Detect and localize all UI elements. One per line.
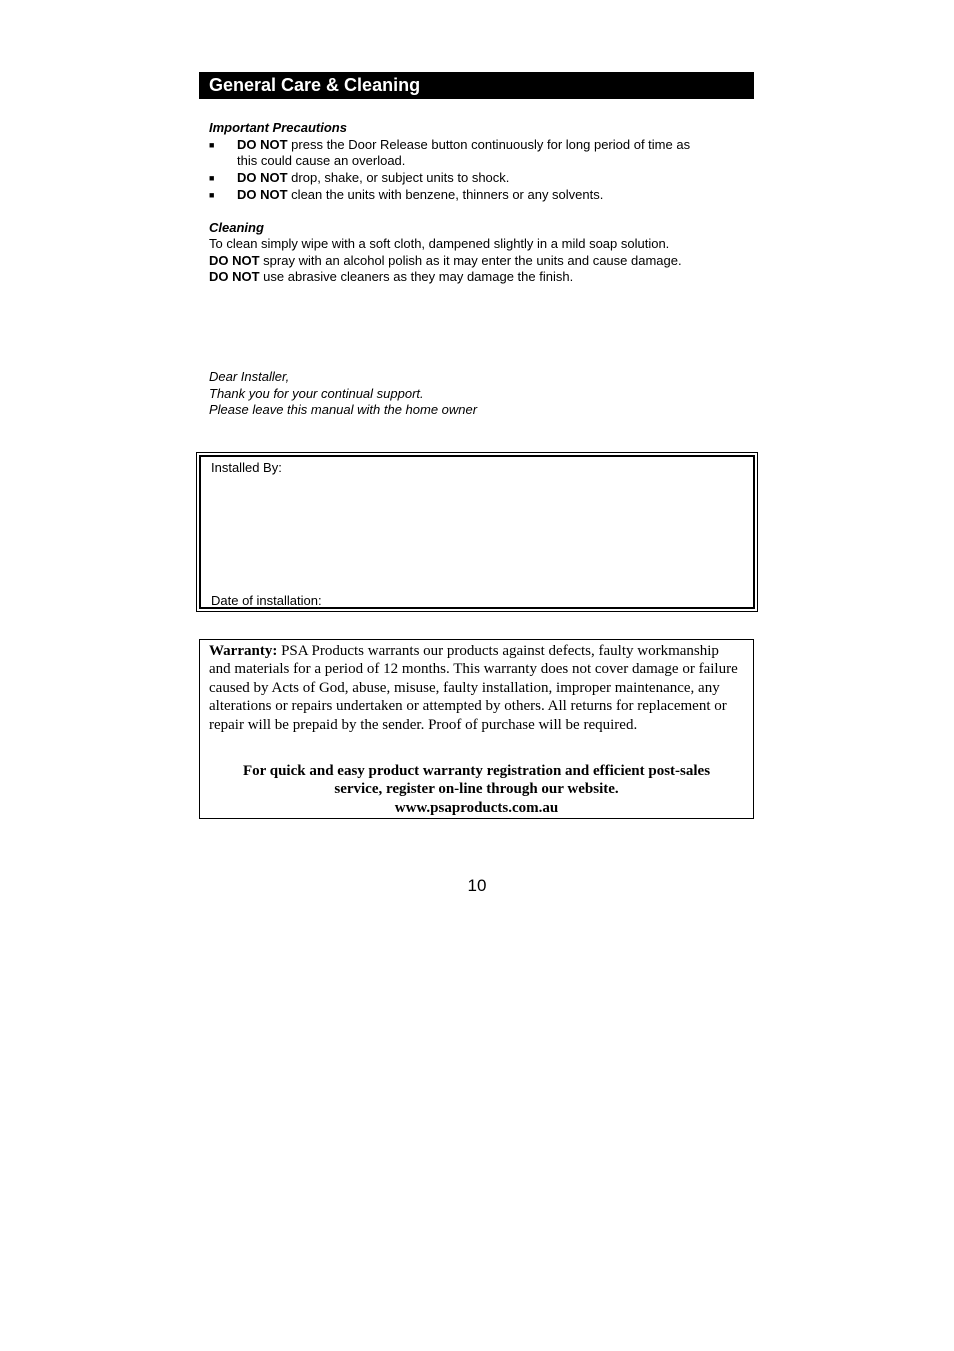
do-not-label: DO NOT xyxy=(237,137,288,152)
registration-line: For quick and easy product warranty registration and efficient post-sales xyxy=(242,763,711,779)
precaution-text: clean the units with benzene, thinners or any solvents. xyxy=(287,187,604,202)
warranty-label: Warranty: xyxy=(209,643,278,659)
cleaning-heading: Cleaning xyxy=(209,220,264,235)
page-number: 10 xyxy=(467,876,487,895)
section-title: General Care & Cleaning xyxy=(209,75,421,95)
do-not-label: DO NOT xyxy=(237,187,288,202)
registration-line: service, register on-line through our website. xyxy=(334,781,619,798)
installer-thanks: Thank you for your continual support. xyxy=(209,386,424,401)
installed-by-label: Installed By: xyxy=(211,460,282,475)
cleaning-text: spray with an alcohol polish as it may enter the units and cause damage. xyxy=(259,253,682,268)
installation-box xyxy=(196,452,758,612)
bullet-icon: ■ xyxy=(209,190,215,200)
precautions-heading: Important Precautions xyxy=(209,120,347,135)
installation-date-label: Date of installation: xyxy=(211,593,322,608)
section-header xyxy=(199,72,754,99)
precaution-text: press the Door Release button continuously for long period of time as xyxy=(287,137,691,152)
warranty-text xyxy=(209,642,739,734)
cleaning-line xyxy=(209,269,573,284)
website-link[interactable]: www.psaproducts.com.au xyxy=(394,799,559,816)
warranty-body: PSA Products warrants our products against defects, faulty workmanship and materials for a period of 12 months. This warranty does not cover damage or failure caused by Acts of God, abuse, misuse, faulty installation, improper maintenance, any alterations or repairs undertaken or attempted by others. All returns for replacement or repair will be prepaid by the sender. Proof of purchase will be required. xyxy=(209,643,738,733)
cleaning-line xyxy=(209,253,682,268)
warranty-registration xyxy=(200,762,753,817)
cleaning-line: To clean simply wipe with a soft cloth, dampened slightly in a mild soap solution. xyxy=(209,236,670,251)
do-not-label: DO NOT xyxy=(209,269,260,284)
do-not-label: DO NOT xyxy=(237,170,288,185)
bullet-icon: ■ xyxy=(209,173,215,183)
do-not-label: DO NOT xyxy=(209,253,260,268)
installer-instruction: Please leave this manual with the home owner xyxy=(209,402,478,417)
cleaning-text: use abrasive cleaners as they may damage the finish. xyxy=(259,269,574,284)
precaution-text: drop, shake, or subject units to shock. xyxy=(287,170,510,185)
precaution-continuation: this could cause an overload. xyxy=(237,153,406,168)
warranty-box xyxy=(199,639,754,819)
installer-greeting: Dear Installer, xyxy=(209,369,290,384)
bullet-icon: ■ xyxy=(209,140,215,150)
